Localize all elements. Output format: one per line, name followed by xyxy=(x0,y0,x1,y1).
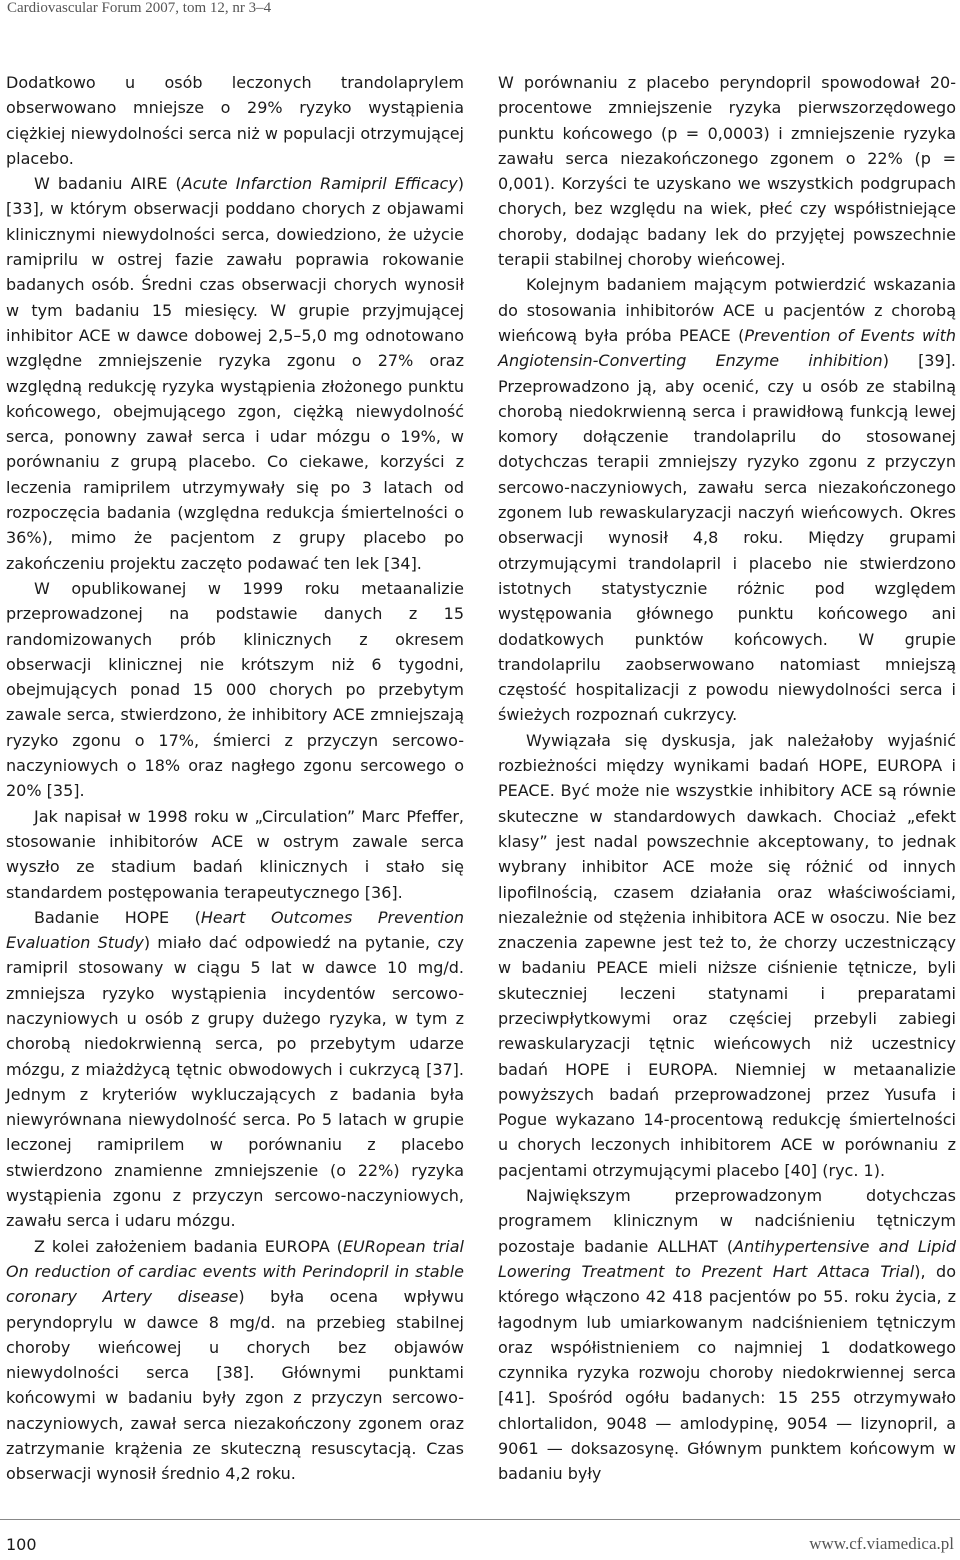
paragraph-peace: Kolejnym badaniem mającym potwierdzić wskazania do stosowania inhibitorów ACE u pacjentów z chorobą wieńcową była próba PEACE (Prevention of Events with Angiotensin-Converting Enzyme inhibition) [39]. Przeprowadzono ją, aby ocenić, czy u osób ze stabilną chorobą niedokrwienną serca i prawidłową funkcją lewej komory dołączenie trandolaprilu do stosowanej dotychczas terapii zmniejszy ryzyko zgonu z przyczyn sercowo-naczyniowych, zawału serca niezakończonego zgonem lub rewaskularyzacji naczyń wieńcowych. Okres obserwacji wynosił 4,8 roku. Między grupami otrzymującymi trandolapril i placebo nie stwierdzono istotnych statystycznie różnic pod względem występowania głównego punktu końcowego ani dodatkowych punktów końcowych. W grupie trandolaprilu zaobserwowano natomiast mniejszą częstość hospitalizacji z powodu niewydolności serca i świeżych rozpoznań cukrzycy. xyxy=(498,275,956,725)
paragraph-hope: Badanie HOPE (Heart Outcomes Prevention Evaluation Study) miało dać odpowiedź na pytanie, czy ramipril stosowany w ciągu 5 lat w dawce 10 mg/d. zmniejsza ryzyko wystąpienia incydentów sercowo-naczyniowych u osób z grupy dużego ryzyka, w tym z chorobą niedokrwienną serca, po przebytym udarze mózgu, z miażdżycą tętnic obwodowych i cukrzycą [37]. Jednym z kryteriów wykluczających z badania była niewyrównana niewydolność serca. Po 5 latach w grupie leczonej ramiprilem w porównaniu z placebo stwierdzono znamienne zmniejszenie (o 22%) ryzyka wystąpienia zgonu z przyczyn sercowo-naczyniowych, zawału serca i udaru mózgu. xyxy=(6,907,465,1231)
page-number: 100 xyxy=(6,1535,37,1554)
running-head: Cardiovascular Forum 2007, tom 12, nr 3–4 xyxy=(7,0,272,16)
paragraph-europa-results: W porównaniu z placebo peryndopril spowodował 20-procentowe zmniejszenie ryzyka pierwszorzędowego punktu końcowego (p = 0,0003) i zmniejszenie ryzyka zawału serca niezakończonego zgonem o 22% (p = 0,001). Korzyści te uzyskano we wszystkich podgrupach chorych, bez względu na wiek, płeć czy współistniejące choroby, dodając badany lek do przyjętej powszechnie terapii stabilnej choroby wieńcowej. xyxy=(498,73,956,270)
paragraph-allhat: Największym przeprowadzonym dotychczas programem klinicznym w nadciśnieniu tętniczym pozostaje badanie ALLHAT (Antihypertensive and Lipid Lowering Treatment to Prezent Hart Attaca Trial), do którego włączono 42 418 pacjentów po 55. roku życia, z łagodnym lub umiarkowanym nadciśnieniem tętniczym oraz współistnieniem co najmniej 1 dodatkowego czynnika ryzyka rozwoju choroby niedokrwiennej serca [41]. Spośród ogółu badanych: 15 255 otrzymywało chlortalidon, 9048 — amlodypinę, 9054 — lizynopril, a 9061 — doksazosynę. Głównym punktem końcowym w badaniu były xyxy=(498,1186,957,1484)
right-column xyxy=(498,70,956,1487)
paragraph-europa: Z kolei założeniem badania EUROPA (EURopean trial On reduction of cardiac events with Perindopril in stable coronary Artery disease) była ocena wpływu peryndoprylu w dawce 8 mg/d. na przebieg stabilnej choroby wieńcowej u chorych bez objawów niewydolności serca [38]. Głównymi punktami końcowymi w badaniu były zgon z przyczyn sercowo-naczyniowych, zawał serca niezakończony zgonem oraz zatrzymanie krążenia ze skuteczną resuscytacją. Czas obserwacji wynosił średnio 4,2 roku. xyxy=(6,1236,464,1484)
left-column xyxy=(6,70,464,1487)
paragraph: Dodatkowo u osób leczonych trandolaprylem obserwowano mniejsze o 29% ryzyko wystąpienia ciężkiej niewydolności serca niż w populacji otrzymującej placebo. xyxy=(6,73,464,168)
footer-rule xyxy=(0,1519,960,1520)
paragraph-metaanalysis: W opublikowanej w 1999 roku metaanalizie przeprowadzonej na podstawie danych z 15 randomizowanych prób klinicznych z okresem obserwacji klinicznej nie krótszym niż 6 tygodni, obejmujących ponad 15 000 chorych po przebytym zawale serca, stwierdzono, że inhibitory ACE zmniejszają ryzyko zgonu o 17%, śmierci z przyczyn sercowo-naczyniowych o 18% oraz nagłego zgonu sercowego o 20% [35]. xyxy=(6,578,464,801)
journal-url[interactable]: www.cf.viamedica.pl xyxy=(809,1534,954,1553)
paragraph-aire: W badaniu AIRE (Acute Infarction Ramipril Efficacy) [33], w którym obserwacji poddano chorych z objawami klinicznymi niewydolności serca, dowiedziono, że użycie ramiprilu w ostrej fazie zawału poprawia rokowanie badanych osób. Średni czas obserwacji chorych wynosił w tym badaniu 15 miesięcy. W grupie przyjmującej inhibitor ACE w dawce dobowej 2,5–5,0 mg odnotowano względne zmniejszenie ryzyka zgonu o 27% oraz względną redukcję ryzyka wystąpienia złożonego punktu końcowego, obejmującego zgon, ciężką niewydolność serca, ponowny zawał serca i udar mózgu o 19%, w porównaniu z grupą placebo. Co ciekawe, korzyści z leczenia ramiprilem utrzymywały się po 3 latach od rozpoczęcia badania (względna redukcja śmiertelności o 36%), mimo że pacjentom z grupy placebo po zakończeniu projektu zaczęto podawać ten lek [34]. xyxy=(6,174,465,573)
paragraph-discussion: Wywiązała się dyskusja, jak należałoby wyjaśnić rozbieżności między wynikami badań HOPE, EUROPA i PEACE. Być może nie wszystkie inhibitory ACE są równie skuteczne w standardowych dawkach. Chociaż „efekt klasy” jest nadal powszechnie akceptowany, to jednak wybrany inhibitor ACE może się różnić od innych lipofilnością, czasem działania oraz właściwościami, niezależnie od stężenia inhibitora ACE w osoczu. Nie bez znaczenia zapewne jest też to, że chorzy uczestniczący w badaniu PEACE mieli niższe ciśnienie tętnicze, byli skuteczniej leczeni statynami i preparatami przeciwpłytkowymi oraz częściej przebyli zabiegi rewaskularyzacji tętnic wieńcowych niż uczestnicy badań HOPE i EUROPA. Niemniej w metaanalizie powyższych badań przeprowadzonej przez Yusufa i Pogue wykazano 14-procentową redukcję śmiertelności u chorych leczonych inhibitorem ACE w porównaniu z pacjentami otrzymującymi placebo [40] (ryc. 1). xyxy=(498,730,956,1180)
paragraph-pfeffer: Jak napisał w 1998 roku w „Circulation” Marc Pfeffer, stosowanie inhibitorów ACE w ostrym zawale serca wyszło ze stadium badań klinicznych i stało się standardem postępowania terapeutycznego [36]. xyxy=(6,806,464,902)
